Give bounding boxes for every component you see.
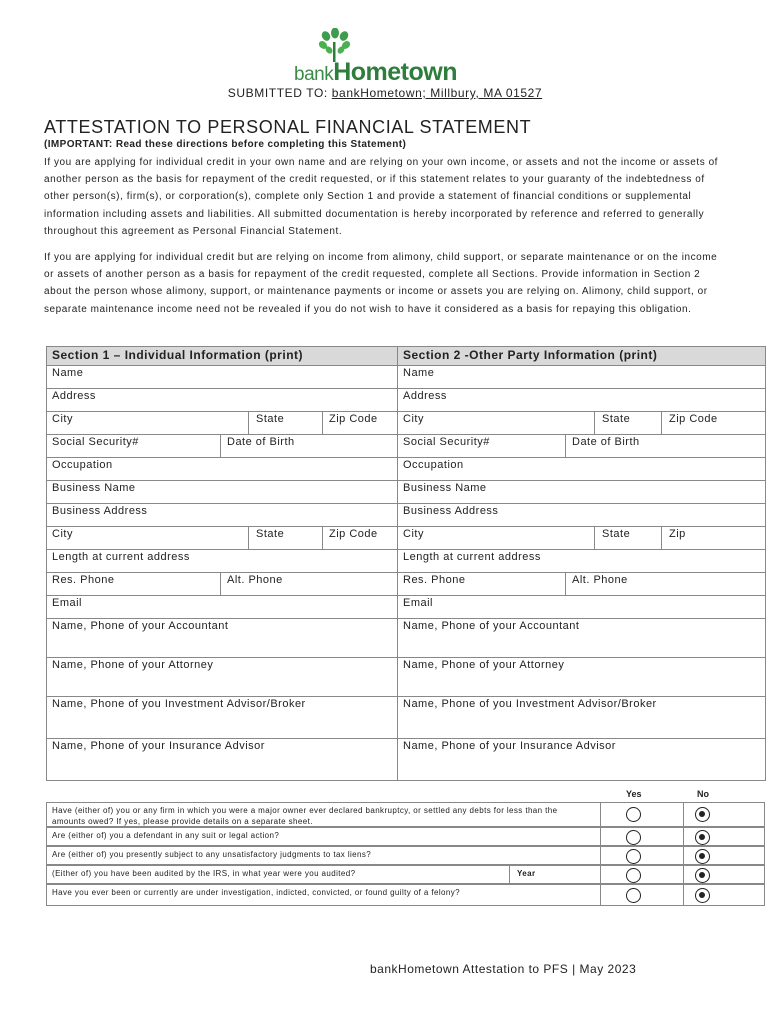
s2-phones-field[interactable] <box>398 573 766 596</box>
s1-business-name-field[interactable] <box>47 481 398 504</box>
s1-ssn-dob-field[interactable] <box>47 435 398 458</box>
s1-business-zip-label: Zip Code <box>329 528 378 540</box>
s2-name-label: Name <box>403 367 435 379</box>
s1-length-address-field[interactable] <box>47 550 398 573</box>
s2-business-address-label: Business Address <box>403 505 499 517</box>
s1-business-state-label: State <box>256 528 285 540</box>
section1-header: Section 1 – Individual Information (print) <box>47 347 398 366</box>
s2-business-zip-label: Zip <box>669 528 686 540</box>
year-label: Year <box>517 869 536 878</box>
s2-address-field[interactable] <box>398 389 766 412</box>
s2-address-label: Address <box>403 390 447 402</box>
section2-header: Section 2 -Other Party Information (print) <box>398 347 766 366</box>
s2-business-city-label: City <box>403 528 424 540</box>
s1-investment-label: Name, Phone of you Investment Advisor/Broker <box>52 698 306 710</box>
question-text: Have you ever been or currently are under investigation, indicted, convicted, or found guilty of a felony? <box>52 888 460 897</box>
s1-accountant-field[interactable] <box>47 619 398 658</box>
submitted-to-value: bankHometown; Millbury, MA 01527 <box>331 86 543 100</box>
yes-radio[interactable] <box>626 807 641 822</box>
page-title: ATTESTATION TO PERSONAL FINANCIAL STATEMENT <box>44 117 532 137</box>
s2-length-address-field[interactable] <box>398 550 766 573</box>
s2-investment-label: Name, Phone of you Investment Advisor/Broker <box>403 698 657 710</box>
instructions-paragraph-2: If you are applying for individual credit but are relying on income from alimony, child support, or separate maintenance or on the income or assets of another person as a basis for repayment of the credit requested, complete all Sections. Provide information in Section 2 about the person whose alimony, support, or maintenance payments or income or assets you are relying on. Alimony, child support, or separate maintenance income need not be revealed if you do not wish to have it considered as a basis for repaying this obligation. <box>44 252 718 315</box>
s1-business-address-label: Business Address <box>52 505 148 517</box>
s2-name-field[interactable] <box>398 366 766 389</box>
s2-investment-field[interactable] <box>398 697 766 739</box>
s1-business-city-label: City <box>52 528 73 540</box>
s2-email-field[interactable] <box>398 596 766 619</box>
s1-business-address-field[interactable] <box>47 504 398 527</box>
s2-city-state-zip-field[interactable] <box>398 412 766 435</box>
s1-zip-label: Zip Code <box>329 413 378 425</box>
s1-email-field[interactable] <box>47 596 398 619</box>
s2-alt-phone-label: Alt. Phone <box>572 574 628 586</box>
s1-phones-field[interactable] <box>47 573 398 596</box>
s2-business-city-state-zip-field[interactable] <box>398 527 766 550</box>
yes-radio[interactable] <box>626 849 641 864</box>
s2-city-label: City <box>403 413 424 425</box>
s1-insurance-label: Name, Phone of your Insurance Advisor <box>52 740 265 752</box>
s1-attorney-label: Name, Phone of your Attorney <box>52 659 214 671</box>
s1-address-label: Address <box>52 390 96 402</box>
s1-business-city-state-zip-field[interactable] <box>47 527 398 550</box>
s2-accountant-field[interactable] <box>398 619 766 658</box>
tree-icon <box>314 28 354 62</box>
s1-occupation-label: Occupation <box>52 459 113 471</box>
s2-attorney-label: Name, Phone of your Attorney <box>403 659 565 671</box>
question-felony <box>46 884 765 906</box>
s1-insurance-field[interactable] <box>47 739 398 781</box>
s1-occupation-field[interactable] <box>47 458 398 481</box>
question-lawsuit <box>46 827 765 846</box>
s1-name-field[interactable] <box>47 366 398 389</box>
no-radio[interactable] <box>695 807 710 822</box>
page-footer: bankHometown Attestation to PFS | May 2023 <box>370 962 637 976</box>
s1-city-state-zip-field[interactable] <box>47 412 398 435</box>
question-bankruptcy <box>46 802 765 827</box>
no-column-label: No <box>697 789 709 799</box>
s1-business-name-label: Business Name <box>52 482 136 494</box>
question-judgments <box>46 846 765 865</box>
s2-email-label: Email <box>403 597 434 609</box>
s1-investment-field[interactable] <box>47 697 398 739</box>
question-text: Have (either of) you or any firm in which you were a major owner ever declared bankruptcy, or settled any debts for less than the amounts owed? If yes, please provide details on a separate sheet. <box>52 806 558 826</box>
s2-occupation-field[interactable] <box>398 458 766 481</box>
yes-column-label: Yes <box>626 789 642 799</box>
s1-ssn-label: Social Security# <box>52 436 139 448</box>
s1-attorney-field[interactable] <box>47 658 398 697</box>
yes-radio[interactable] <box>626 830 641 845</box>
question-irs-audit <box>46 865 765 884</box>
s2-res-phone-label: Res. Phone <box>403 574 466 586</box>
s1-dob-label: Date of Birth <box>227 436 295 448</box>
s1-state-label: State <box>256 413 285 425</box>
question-text: (Either of) you have been audited by the IRS, in what year were you audited? <box>52 869 356 878</box>
question-text: Are (either of) you presently subject to any unsatisfactory judgments to tax liens? <box>52 850 372 859</box>
s2-attorney-field[interactable] <box>398 658 766 697</box>
s1-alt-phone-label: Alt. Phone <box>227 574 283 586</box>
important-note: (IMPORTANT: Read these directions before completing this Statement) <box>44 139 407 150</box>
no-radio[interactable] <box>695 849 710 864</box>
s2-occupation-label: Occupation <box>403 459 464 471</box>
s1-res-phone-label: Res. Phone <box>52 574 115 586</box>
yes-radio[interactable] <box>626 888 641 903</box>
s1-accountant-label: Name, Phone of your Accountant <box>52 620 229 632</box>
logo-prefix: bank <box>294 64 334 85</box>
s2-business-name-field[interactable] <box>398 481 766 504</box>
no-radio[interactable] <box>695 830 710 845</box>
instructions-paragraph-1: If you are applying for individual credit in your own name and are relying on your own income, or assets and not the income or assets of another person as the basis for repayment of the credit requested, or if this statement relates to your guaranty of the indebtedness of other person(s), firm(s), or corporation(s), complete only Section 1 and provide a statement of financial conditions or supplemental information including assets and liabilities. All submitted documentation is hereby incorporated by reference and referred to generally throughout this agreement as Personal Financial Statement. <box>44 157 719 237</box>
submitted-prefix: SUBMITTED TO: <box>227 86 328 100</box>
s1-city-label: City <box>52 413 73 425</box>
bank-logo <box>294 28 484 86</box>
s1-email-label: Email <box>52 597 83 609</box>
s2-state-label: State <box>602 413 631 425</box>
s1-name-label: Name <box>52 367 84 379</box>
s2-business-address-field[interactable] <box>398 504 766 527</box>
question-text: Are (either of) you a defendant in any suit or legal action? <box>52 831 280 840</box>
s2-insurance-label: Name, Phone of your Insurance Advisor <box>403 740 616 752</box>
logo-name: Hometown <box>333 58 457 86</box>
no-radio[interactable] <box>695 868 710 883</box>
yes-radio[interactable] <box>626 868 641 883</box>
s2-ssn-dob-field[interactable] <box>398 435 766 458</box>
s2-insurance-field[interactable] <box>398 739 766 781</box>
s1-address-field[interactable] <box>47 389 398 412</box>
s2-ssn-label: Social Security# <box>403 436 490 448</box>
submitted-to <box>0 86 770 100</box>
s2-length-label: Length at current address <box>403 551 541 563</box>
s2-business-name-label: Business Name <box>403 482 487 494</box>
info-form-table <box>46 346 766 781</box>
s2-accountant-label: Name, Phone of your Accountant <box>403 620 580 632</box>
s2-dob-label: Date of Birth <box>572 436 640 448</box>
s2-zip-label: Zip Code <box>669 413 718 425</box>
s1-length-label: Length at current address <box>52 551 190 563</box>
s2-business-state-label: State <box>602 528 631 540</box>
no-radio[interactable] <box>695 888 710 903</box>
